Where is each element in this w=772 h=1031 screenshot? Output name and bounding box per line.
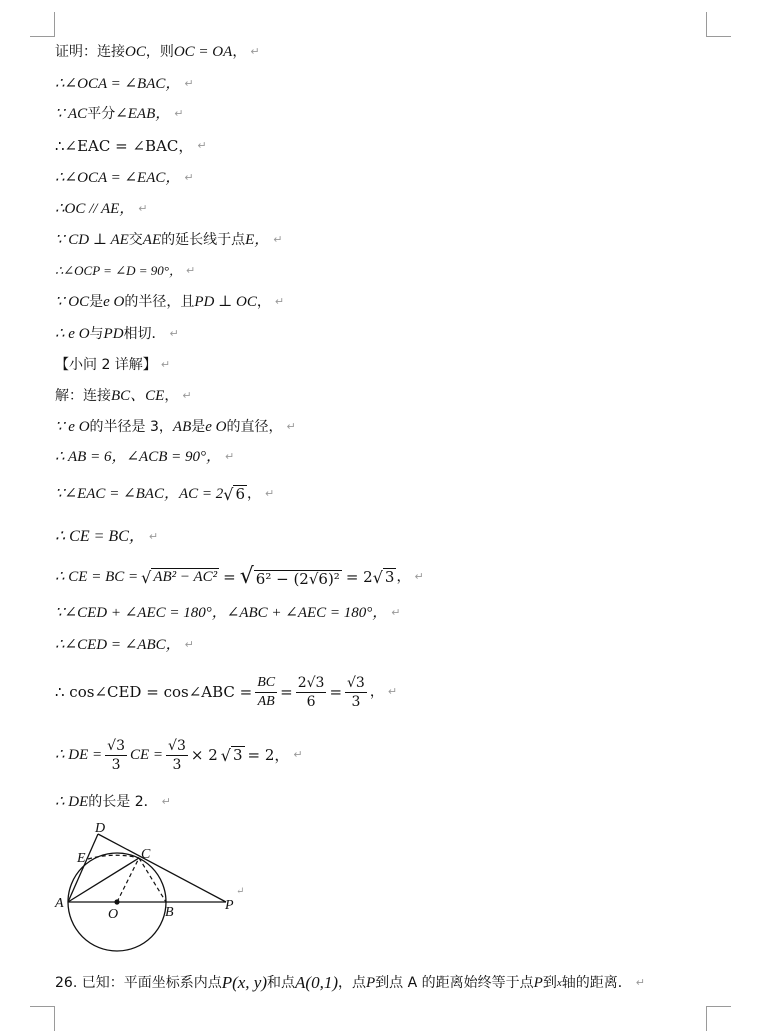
label-o: O xyxy=(108,907,119,922)
solution-line-11: ∴ DE 的长是 2． ↵ xyxy=(55,794,171,810)
sqrt-ab-ac: √ AB² − AC² xyxy=(141,568,218,587)
solution-line-2: ∵ e O 的半径是 3， AB 是 e O 的直径， ↵ xyxy=(55,419,296,435)
geometry-figure xyxy=(48,822,258,957)
fraction-2sqrt3-6: $\frac{2√3}{6}$ xyxy=(297,674,325,710)
corner-mark-bottom-right xyxy=(706,1006,731,1031)
proof-line-7: ∵ CD ⊥ AE 交 AE 的延长线于点 E， ↵ xyxy=(55,232,283,248)
figure-return-mark: ↵ xyxy=(236,886,245,897)
proof-line-4: ∴∠EAC = ∠BAC， ↵ xyxy=(55,137,207,155)
solution-line-3: ∴ AB = 6，∠ACB = 90°， ↵ xyxy=(55,449,235,465)
label-a: A xyxy=(55,896,64,911)
corner-mark-top-left xyxy=(30,12,55,37)
proof-line-9: ∵ OC 是 e O 的半径，且 PD ⊥ OC ， ↵ xyxy=(55,294,285,310)
solution-line-9: ∴ cos∠CED = cos∠ABC = $\frac{BC}{AB}$ = $\frac{2√3}{6}$ = $\frac{√3}{3}$ ， ↵ xyxy=(55,674,398,710)
line-cb-dashed xyxy=(139,858,166,902)
solution-line-8: ∴∠CED = ∠ABC， ↵ xyxy=(55,637,194,653)
corner-mark-bottom-left xyxy=(30,1006,55,1031)
proof-line-8: ∴∠OCP = ∠D = 90°， ↵ xyxy=(55,263,196,278)
sqrt-3-b: √ 3 xyxy=(220,746,243,765)
proof-line-5: ∴∠OCA = ∠EAC， ↵ xyxy=(55,170,194,186)
solution-line-4: ∵∠EAC = ∠BAC，AC = 2 √ 6 ， ↵ xyxy=(55,485,275,504)
solution-line-5: ∴ CE = BC， ↵ xyxy=(55,528,159,545)
sqrt-6: √ 6 xyxy=(223,485,246,504)
fraction-sqrt3-3-b: $\frac{√3}{3}$ xyxy=(168,737,186,773)
solution-line-10: ∴ DE = $\frac{√3}{3}$ CE = $\frac{√3}{3}$ × 2 √ 3 = 2， ↵ xyxy=(55,737,303,773)
solution-line-1: 解：连接 BC、CE ， ↵ xyxy=(55,388,192,404)
line-ad xyxy=(68,834,98,902)
fraction-sqrt3-3-a: $\frac{√3}{3}$ xyxy=(107,737,125,773)
label-b: B xyxy=(165,905,174,920)
sqrt-expression: √ 6² − (2√6)² xyxy=(239,564,340,589)
section-heading-part-2: 【小问 2 详解】 ↵ xyxy=(55,357,171,373)
center-point-o xyxy=(114,899,119,904)
proof-line-2: ∴∠OCA = ∠BAC， ↵ xyxy=(55,76,194,92)
label-e: E xyxy=(77,851,86,866)
proof-line-3: ∵ AC 平分 ∠EAB， ↵ xyxy=(55,106,184,122)
solution-line-7: ∵∠CED + ∠AEC = 180°，∠ABC + ∠AEC = 180°， ↵ xyxy=(55,605,401,621)
label-p: P xyxy=(225,898,234,913)
fraction-sqrt3-3: $\frac{√3}{3}$ xyxy=(347,674,365,710)
fraction-bc-ab: $\frac{BC}{AB}$ xyxy=(257,674,276,709)
sqrt-3: √ 3 xyxy=(372,568,395,587)
proof-line-10: ∴ e O 与 PD 相切． ↵ xyxy=(55,326,179,342)
label-d: D xyxy=(95,822,106,836)
proof-line-6: ∴OC // AE， ↵ xyxy=(55,201,148,217)
problem-26-statement: 26. 已知：平面坐标系内点 P(x, y) 和点 A(0,1) ，点 P 到点 A 的距离始终等于点 P 到 x 轴的距离． ↵ xyxy=(55,973,645,992)
corner-mark-top-right xyxy=(706,12,731,37)
solution-line-6: ∴ CE = BC = √ AB² − AC² = √ 6² − (2√6)² = 2 √ 3 ， ↵ xyxy=(55,564,424,589)
proof-line-1: 证明：连接 OC ，则 OC = OA ， ↵ xyxy=(55,44,260,60)
line-dp xyxy=(98,834,226,902)
label-c: C xyxy=(141,847,151,862)
